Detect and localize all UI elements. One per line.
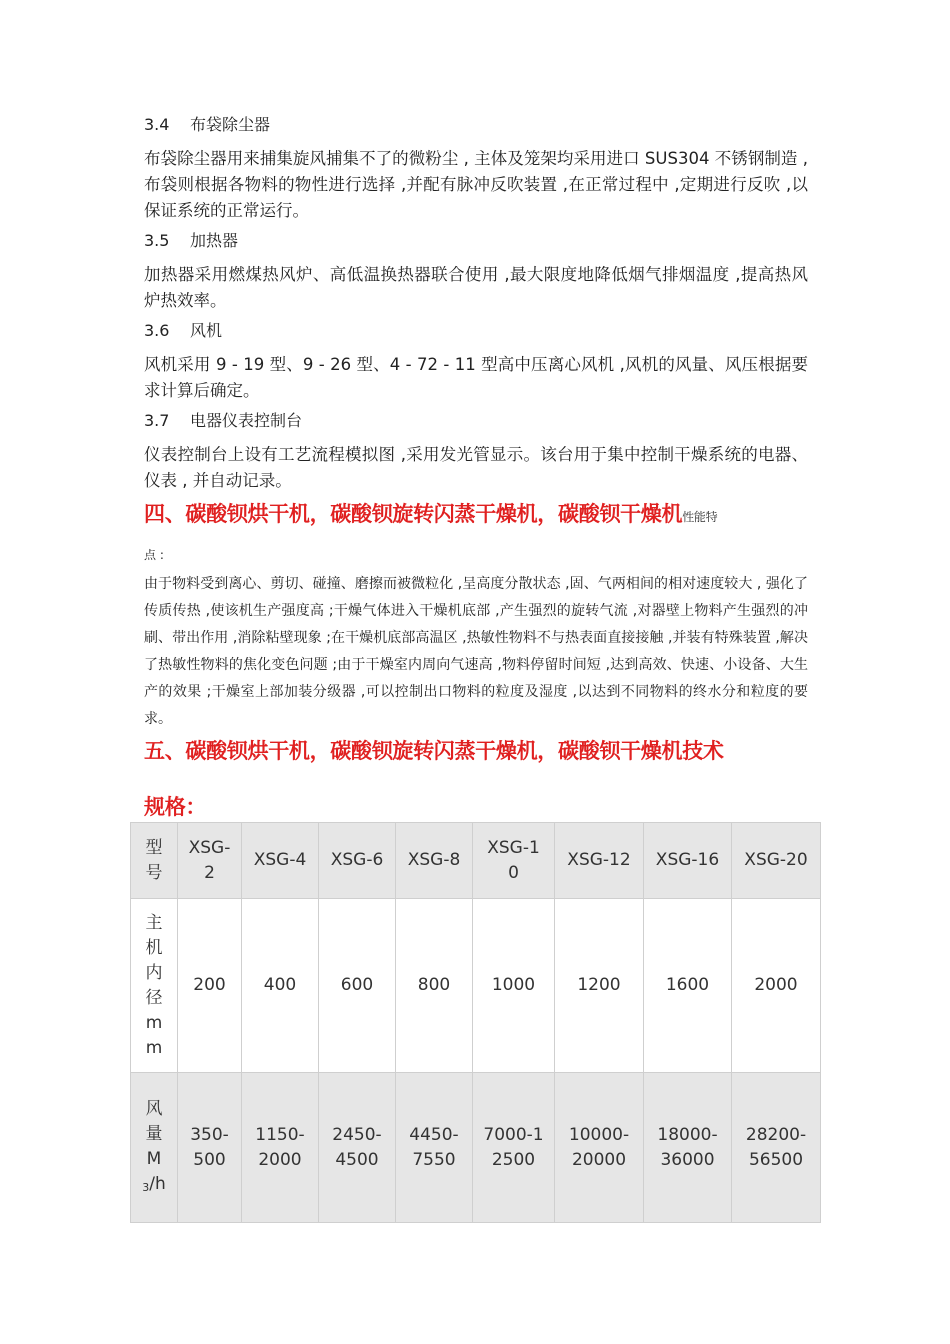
airflow-label-sub: 3	[142, 1181, 150, 1194]
airflow-cell: 350-500	[178, 1073, 242, 1223]
airflow-label-tail: /h	[149, 1174, 166, 1194]
section-number: 3.4	[144, 115, 170, 134]
section-number: 3.5	[144, 231, 170, 250]
heading-four-label: 点 :	[144, 548, 164, 562]
heading-four-suffix: 性能特	[682, 510, 718, 524]
airflow-cell: 4450-7550	[396, 1073, 473, 1223]
row-label-airflow	[131, 1073, 178, 1223]
model-cell: XSG-4	[242, 823, 319, 899]
diameter-cell: 1600	[644, 899, 732, 1073]
heading-five-line2: 规格：	[144, 795, 207, 819]
section-body: 布袋除尘器用来捕集旋风捕集不了的微粉尘 , 主体及笼架均采用进口 SUS304 不锈钢制造 ,布袋则根据各物料的物性进行选择 ,并配有脉冲反吹装置 ,在正常过程中 ,定期进行反吹 ,以保证系统的正常运行。	[144, 149, 808, 220]
model-cell: XSG-20	[732, 823, 821, 899]
diameter-cell: 2000	[732, 899, 821, 1073]
section-heading	[144, 228, 808, 254]
diameter-cell: 800	[396, 899, 473, 1073]
model-cell: XSG-8	[396, 823, 473, 899]
diameter-cell: 200	[178, 899, 242, 1073]
section-title: 风机	[190, 321, 223, 340]
row-label-diameter: 主机内径mm	[131, 899, 178, 1073]
airflow-label-main: 风量M	[145, 1099, 163, 1169]
section-heading	[144, 318, 808, 344]
heading-five-line1: 五、碳酸钡烘干机，碳酸钡旋转闪蒸干燥机，碳酸钡干燥机技术	[144, 739, 724, 763]
row-label-model: 型号	[131, 823, 178, 899]
section-number: 3.7	[144, 411, 170, 430]
diameter-cell: 600	[319, 899, 396, 1073]
section-3-4	[144, 112, 808, 224]
section-title: 布袋除尘器	[190, 115, 271, 134]
section-body: 加热器采用燃煤热风炉、高低温换热器联合使用 ,最大限度地降低烟气排烟温度 ,提高热风炉热效率。	[144, 265, 808, 310]
model-cell: XSG-6	[319, 823, 396, 899]
airflow-cell: 18000-36000	[644, 1073, 732, 1223]
section-heading	[144, 408, 808, 434]
diameter-cell: 1200	[555, 899, 644, 1073]
section-heading	[144, 112, 808, 138]
airflow-cell: 28200-56500	[732, 1073, 821, 1223]
table-row-model	[131, 823, 821, 899]
document-body	[144, 112, 808, 823]
section-body: 风机采用 9 - 19 型、9 - 26 型、4 - 72 - 11 型高中压离心风机 ,风机的风量、风压根据要求计算后确定。	[144, 355, 808, 400]
airflow-cell: 10000-20000	[555, 1073, 644, 1223]
table-row-airflow	[131, 1073, 821, 1223]
diameter-cell: 1000	[473, 899, 555, 1073]
section-title: 电器仪表控制台	[190, 411, 303, 430]
section-body: 仪表控制台上设有工艺流程模拟图 ,采用发光管显示。该台用于集中控制干燥系统的电器、仪表 , 并自动记录。	[144, 445, 808, 490]
model-cell: XSG-2	[178, 823, 242, 899]
airflow-cell: 7000-12500	[473, 1073, 555, 1223]
heading-five	[144, 735, 808, 823]
model-cell: XSG-10	[473, 823, 555, 899]
performance-body: 由于物料受到离心、剪切、碰撞、磨擦而被微粒化 ,呈高度分散状态 ,固、气两相间的相对速度较大 , 强化了传质传热 ,使该机生产强度高 ;干燥气体进入干燥机底部 ,产生强烈的旋转气流 ,对器壁上物料产生强烈的冲刷、带出作用 ,消除粘壁现象 ;在干燥机底部高温区 ,热敏性物料不与热表面直接接触 ,并装有特殊装置 ,解决了热敏性物料的焦化变色问题 ;由于干燥室内周向气速高 ,物料停留时间短 ,达到高效、快速、小设备、大生产的效果 ;干燥室上部加装分级器 ,可以控制出口物料的粒度及湿度 ,以达到不同物料的终水分和粒度的要求。	[144, 576, 808, 727]
section-3-7	[144, 408, 808, 494]
section-number: 3.6	[144, 321, 170, 340]
table-row-diameter	[131, 899, 821, 1073]
section-3-5	[144, 228, 808, 314]
diameter-cell: 400	[242, 899, 319, 1073]
section-3-6	[144, 318, 808, 404]
model-cell: XSG-16	[644, 823, 732, 899]
heading-four	[144, 498, 808, 533]
heading-four-main: 四、碳酸钡烘干机，碳酸钡旋转闪蒸干燥机，碳酸钡干燥机	[144, 502, 683, 526]
spec-table	[130, 822, 821, 1223]
section-title: 加热器	[190, 231, 239, 250]
model-cell: XSG-12	[555, 823, 644, 899]
airflow-cell: 1150-2000	[242, 1073, 319, 1223]
airflow-cell: 2450-4500	[319, 1073, 396, 1223]
